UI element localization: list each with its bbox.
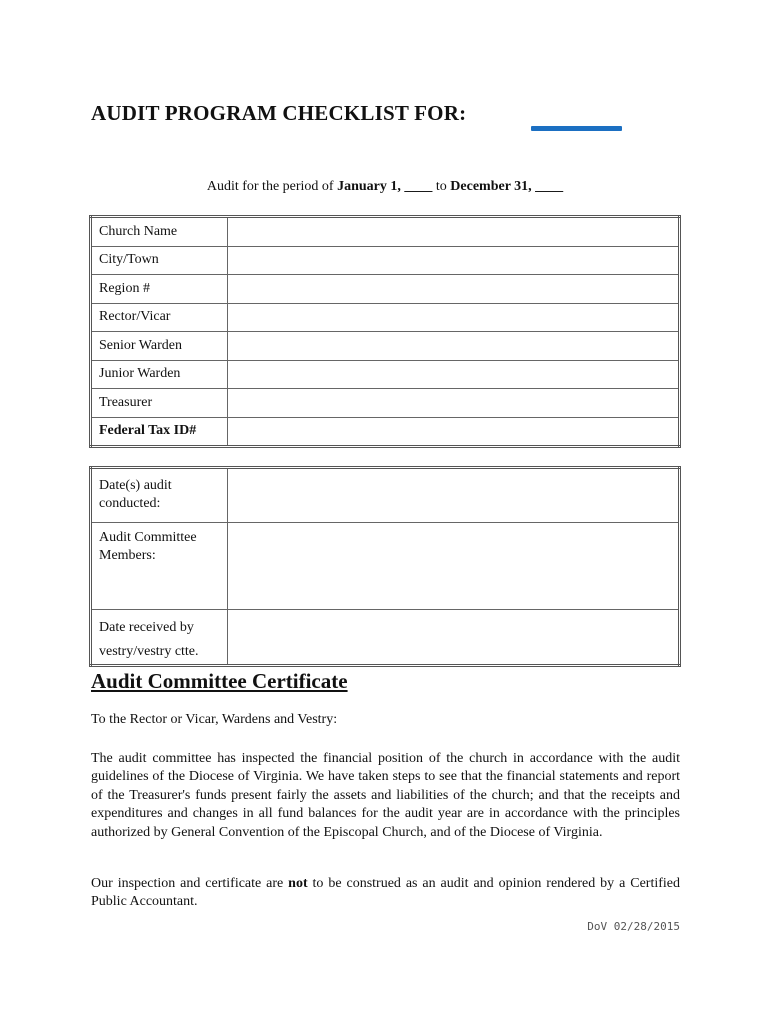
rector-vicar-field[interactable] [228, 303, 680, 332]
certificate-disclaimer [91, 875, 680, 912]
disclaimer-emphasis: not [288, 876, 308, 891]
federal-tax-id-field[interactable] [228, 417, 680, 447]
table-row [91, 468, 680, 523]
audit-dates-label-line1: Date(s) audit [99, 478, 172, 493]
church-name-label: Church Name [91, 217, 228, 247]
date-received-label-line1: Date received by [99, 620, 194, 635]
page-title: AUDIT PROGRAM CHECKLIST FOR: [91, 101, 467, 125]
certificate-heading: Audit Committee Certificate [91, 669, 348, 693]
audit-dates-field[interactable] [228, 468, 680, 523]
treasurer-label: Treasurer [91, 389, 228, 418]
treasurer-field[interactable] [228, 389, 680, 418]
table-row [91, 360, 680, 389]
audit-info-table [89, 466, 681, 667]
table-row [91, 523, 680, 610]
date-received-label-line2: vestry/vestry ctte. [99, 644, 199, 659]
period-prefix: Audit for the period of [206, 179, 334, 194]
document-version: DoV 02/28/2015 [587, 920, 680, 933]
disclaimer-text-after: to be construed as an audit and opinion rendered by a Certified Public Accountant. [91, 876, 680, 910]
junior-warden-label: Junior Warden [91, 360, 228, 389]
certificate-paragraph: The audit committee has inspected the financial position of the church in accordance with the audit guidelines of the Diocese of Virginia. We have taken steps to see that the financial statements and report of the Treasurer's funds present fairly the assets and liabilities of the church; and that the receipts and expenditures and changes in all fund balances for the audit year are in accordance with the principles authorized by General Convention of the Episcopal Church, and of the Diocese of Virginia. [91, 751, 680, 840]
committee-members-field[interactable] [228, 523, 680, 610]
table-row [91, 246, 680, 275]
senior-warden-label: Senior Warden [91, 332, 228, 361]
certificate-salutation: To the Rector or Vicar, Wardens and Vestry: [91, 712, 338, 727]
period-to: to [435, 179, 447, 194]
table-row [91, 610, 680, 666]
region-label: Region # [91, 275, 228, 304]
church-name-field[interactable] [228, 217, 680, 247]
title-blank-line [531, 126, 622, 131]
date-received-field[interactable] [228, 610, 680, 666]
city-town-field[interactable] [228, 246, 680, 275]
table-row [91, 303, 680, 332]
period-start: January 1, ____ [337, 179, 433, 194]
committee-members-label-line2: Members: [99, 548, 156, 563]
committee-members-label-line1: Audit Committee [99, 530, 197, 545]
table-row [91, 275, 680, 304]
period-end: December 31, ____ [450, 179, 564, 194]
audit-dates-label-line2: conducted: [99, 496, 161, 511]
city-town-label: City/Town [91, 246, 228, 275]
junior-warden-field[interactable] [228, 360, 680, 389]
audit-period [0, 179, 770, 195]
church-info-table [89, 215, 681, 448]
federal-tax-id-label: Federal Tax ID# [91, 417, 228, 447]
table-row [91, 389, 680, 418]
table-row [91, 217, 680, 247]
audit-dates-label [91, 468, 228, 523]
senior-warden-field[interactable] [228, 332, 680, 361]
table-row [91, 332, 680, 361]
table-row [91, 417, 680, 447]
disclaimer-text-before: Our inspection and certificate are [91, 876, 284, 891]
rector-vicar-label: Rector/Vicar [91, 303, 228, 332]
committee-members-label [91, 523, 228, 610]
date-received-label [91, 610, 228, 666]
region-field[interactable] [228, 275, 680, 304]
